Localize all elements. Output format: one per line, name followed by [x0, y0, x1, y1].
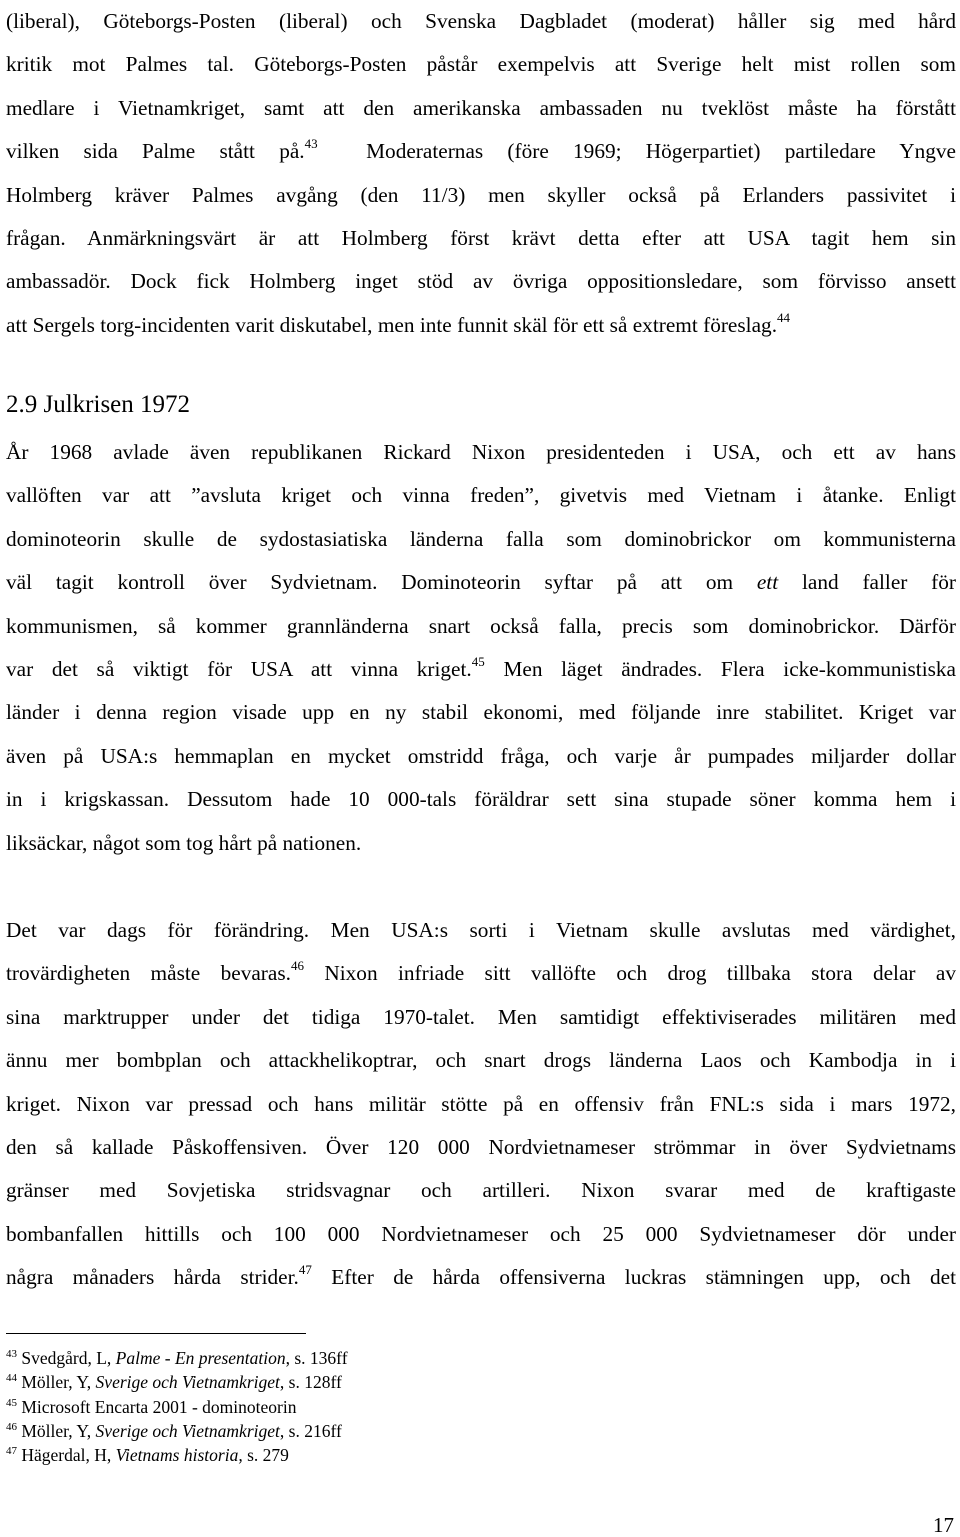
emphasis-text: ett [756, 570, 779, 595]
text-line: sina marktrupper under det tidiga 1970-talet. Men samtidigt effektiviserades militären med [6, 1004, 956, 1029]
footnote-44: $^{44}$ Möller, Y, Sverige och Vietnamkriget, s. 128ff [6, 1372, 342, 1393]
text-line: (liberal), Göteborgs-Posten (liberal) och Svenska Dagbladet (moderat) håller sig med hård [6, 9, 956, 33]
footnote-ref-47[interactable]: 47 [298, 1262, 312, 1278]
text-line: länder i denna region visade upp en ny stabil ekonomi, med följande inre stabilitet. Kriget var [6, 700, 956, 725]
footnotes [6, 1346, 606, 1467]
text-line: några månaders hårda strider.$^{47}$ Efter de hårda offensiverna luckras stämningen upp, och det [6, 1262, 957, 1290]
text-line: vallöften var att ”avsluta kriget och vinna freden”, givetvis med Vietnam i åtanke. Enligt [6, 483, 956, 508]
text-line: ambassadör. Dock fick Holmberg inget stöd av övriga oppositionsledare, som förvisso ansett [6, 269, 956, 294]
footnote-separator [6, 1333, 306, 1334]
footnote-ref-43[interactable]: 43 [304, 136, 318, 152]
text-line: frågan. Anmärkningsvärt är att Holmberg först krävt detta efter att USA tagit hem sin [6, 225, 956, 250]
text-line: var det så viktigt för USA att vinna kriget.$^{45}$ Men läget ändrades. Flera icke-kommunistiska [6, 653, 957, 681]
footnote-46: $^{46}$ Möller, Y, Sverige och Vietnamkriget, s. 216ff [6, 1420, 342, 1441]
text-line: kommunismen, så kommer grannländerna snart också falla, precis som dominobrickor. Därför [6, 613, 956, 638]
text-line: in i krigskassan. Dessutom hade 10 000-tals föräldrar sett sina stupade söner komma hem i [6, 787, 956, 812]
text-line: ännu mer bombplan och attackhelikoptrar, och snart drogs länderna Laos och Kambodja in i [6, 1048, 956, 1073]
section-heading: 2.9 Julkrisen 1972 [6, 391, 191, 418]
text-line: bombanfallen hittills och 100 000 Nordvietnameser och 25 000 Sydvietnameser dör under [6, 1221, 956, 1246]
text-line: gränser med Sovjetiska stridsvagnar och artilleri. Nixon svarar med de kraftigaste [6, 1178, 956, 1203]
footnote-43: $^{43}$ Svedgård, L, Palme - En presentation, s. 136ff [6, 1348, 348, 1368]
paragraph-palme-criticism [6, 0, 956, 347]
text-line: medlare i Vietnamkriget, samt att den amerikanska ambassaden nu tveklöst måste ha förstått [6, 95, 956, 120]
page-number: 17 [933, 1513, 954, 1537]
text-line: liksäckar, något som tog hårt på nationen. [6, 830, 362, 855]
text-line: vilken sida Palme stått på.$^{43}$ Moderaternas (före 1969; Högerpartiet) partiledare Yngve [6, 136, 956, 164]
footnote-47: $^{47}$ Hägerdal, H, Vietnams historia, s. 279 [6, 1445, 289, 1466]
text-line: Holmberg kräver Palmes avgång (den 11/3) men skyller också på Erlanders passivitet i [6, 182, 956, 207]
paragraph-withdrawal [6, 909, 956, 1300]
text-line: Det var dags för förändring. Men USA:s sorti i Vietnam skulle avslutas med värdighet, [6, 918, 956, 942]
footnote-ref-44[interactable]: 44 [777, 309, 791, 325]
text-line: väl tagit kontroll över Sydvietnam. Dominoteorin syftar på att om ett land faller för [6, 570, 957, 595]
text-line: trovärdigheten måste bevaras.$^{46}$ Nixon infriade sitt vallöfte och drog tillbaka stora delar av [6, 958, 956, 986]
text-line: kritik mot Palmes tal. Göteborgs-Posten påstår exempelvis att Sverige helt mist rollen som [6, 52, 956, 77]
footnote-45: $^{45}$ Microsoft Encarta 2001 - dominoteorin [6, 1396, 297, 1417]
footnote-ref-45[interactable]: 45 [471, 653, 485, 669]
text-line: dominoteorin skulle de sydostasiatiska länderna falla som dominobrickor om kommunisterna [6, 526, 956, 551]
paragraph-nixon-domino [6, 431, 956, 865]
footnote-ref-46[interactable]: 46 [290, 958, 304, 974]
text-line: År 1968 avlade även republikanen Rickard Nixon presidenteden i USA, och ett av hans [6, 440, 956, 464]
text-line: att Sergels torg-incidenten varit diskutabel, men inte funnit skäl för ett så extremt föreslag.$^{44}$ [6, 309, 791, 337]
text-line: även på USA:s hemmaplan en mycket omstridd fråga, och varje år pumpades miljarder dollar [6, 743, 956, 768]
text-line: den så kallade Påskoffensiven. Över 120 000 Nordvietnameser strömmar in över Sydvietnams [6, 1134, 956, 1159]
text-line: kriget. Nixon var pressad och hans militär stötte på en offensiv från FNL:s sida i mars 1972, [6, 1091, 956, 1116]
